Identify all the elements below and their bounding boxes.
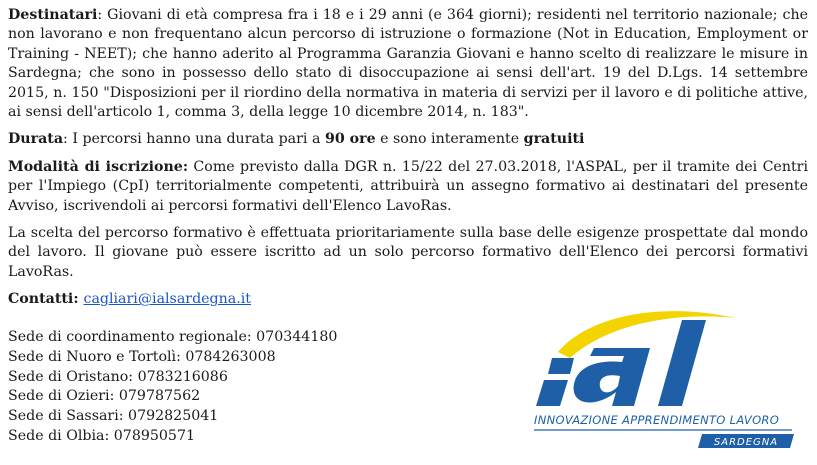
logo-a <box>574 348 650 406</box>
logo-tagline: INNOVAZIONE APPRENDIMENTO LAVORO <box>534 413 780 427</box>
durata-gratuiti: gratuiti <box>523 131 585 148</box>
sede-item: Sede di Oristano: 0783216086 <box>8 368 228 385</box>
sede-item: Sede di Olbia: 078950571 <box>8 427 196 444</box>
sede-item: Sede di Nuoro e Tortolì: 0784263008 <box>8 348 276 365</box>
modalita-paragraph <box>8 158 808 216</box>
contatti-email-link[interactable]: cagliari@ialsardegna.it <box>83 291 251 308</box>
sede-item: Sede di Sassari: 0792825041 <box>8 408 219 425</box>
modalita-label: Modalità di iscrizione: <box>8 158 189 175</box>
contatti-paragraph <box>8 290 808 309</box>
durata-ore: 90 ore <box>324 131 376 148</box>
ial-logo <box>530 308 810 458</box>
contatti-separator: : <box>73 291 84 308</box>
durata-label: Durata <box>8 131 64 148</box>
contatti-label: Contatti <box>8 291 74 308</box>
durata-paragraph <box>8 130 808 149</box>
sede-item: Sede di Ozieri: 079787562 <box>8 388 201 405</box>
durata-text-2: e sono interamente <box>375 131 524 148</box>
scelta-text: La scelta del percorso formativo è effettuata prioritariamente sulla base delle esigenze prospettate dal mondo del lavoro. Il giovane può essere iscritto ad un solo percorso formativo dell'Elenco dei percorsi formativi LavoRas. <box>8 225 808 280</box>
document-body <box>8 6 808 318</box>
durata-text-1: : I percorsi hanno una durata pari a <box>63 131 325 148</box>
destinatari-paragraph <box>8 6 808 122</box>
logo-i-stem <box>536 380 568 406</box>
logo-i-dot <box>548 358 574 374</box>
logo-l <box>658 320 706 406</box>
sedi-list <box>8 328 337 447</box>
destinatari-text: : Giovani di età compresa fra i 18 e i 29 anni (e 364 giorni); residenti nel territorio nazionale; che non lavorano e non frequentano alcun percorso di istruzione o formazione (Not in Education, Employment or Training - NEET); che hanno aderito al Programma Garanzia Giovani e hanno scelto di realizzare le misure in Sardegna; che sono in possesso dello stato di disoccupazione ai sensi dell'art. 19 del D.Lgs. 14 settembre 2015, n. 150 "Disposizioni per il riordino della normativa in materia di servizi per il lavoro e di politiche attive, ai sensi dell'articolo 1, comma 3, della legge 10 dicembre 2014, n. 183". <box>8 7 808 121</box>
sede-item: Sede di coordinamento regionale: 070344180 <box>8 329 338 345</box>
scelta-paragraph <box>8 224 808 282</box>
logo-region: SARDEGNA <box>713 437 779 448</box>
modalita-text: Come previsto dalla DGR n. 15/22 del 27.03.2018, l'ASPAL, per il tramite dei Centri per l'Impiego (CpI) territorialmente competenti, attribuirà un assegno formativo ai destinatari del presente Avviso, iscrivendoli ai percorsi formativi dell'Elenco LavoRas. <box>8 158 808 214</box>
destinatari-label: Destinatari <box>8 7 98 23</box>
ial-logo-graphic <box>530 308 810 458</box>
